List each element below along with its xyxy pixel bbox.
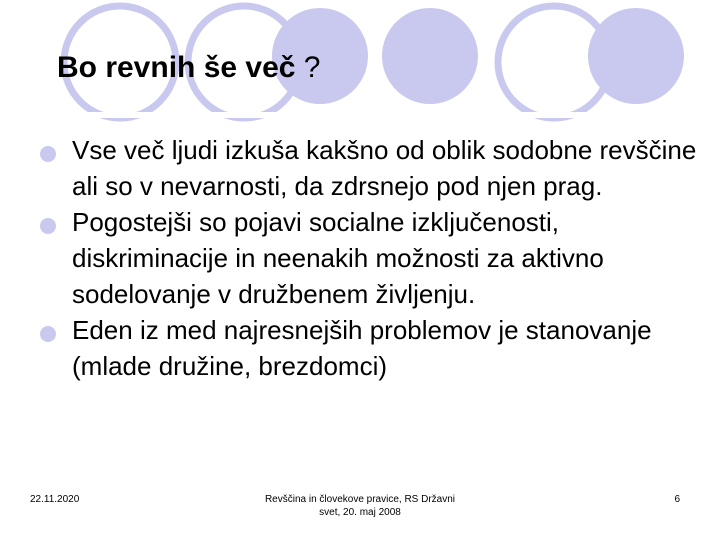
bullet-dot-icon [40, 218, 56, 234]
deco-filled-circle-6 [588, 8, 684, 104]
slide-title-suffix: ? [295, 51, 321, 84]
slide-title [57, 46, 320, 90]
bullet-item [38, 312, 698, 384]
bullet-dot-icon [40, 146, 56, 162]
deco-filled-circle-4 [382, 8, 478, 104]
bullet-text: Vse več ljudi izkuša kakšno od oblik sodobne revščine ali so v nevarnosti, da zdrsnejo pod njen prag. [72, 135, 697, 201]
bullet-text: Pogostejši so pojavi socialne izključenosti, diskriminacije in neenakih možnosti za aktivno sodelovanje v družbenem življenju. [72, 207, 604, 309]
bullet-item [38, 204, 698, 312]
bullet-list [38, 132, 698, 384]
bullet-text: Eden iz med najresnejših problemov je stanovanje (mlade družine, brezdomci) [72, 315, 652, 381]
footer-caption-line-1: Revščina in človekove pravice, RS Državni [264, 494, 456, 505]
slide-title-main: Bo revnih še več [57, 51, 296, 84]
footer-caption-line-2: svet, 20. maj 2008 [319, 507, 401, 518]
footer-date: 22.11.2020 [30, 494, 80, 505]
footer-caption [252, 493, 468, 519]
bullet-dot-icon [40, 326, 56, 342]
bullet-item [38, 132, 698, 204]
footer-page-number: 6 [674, 494, 680, 505]
